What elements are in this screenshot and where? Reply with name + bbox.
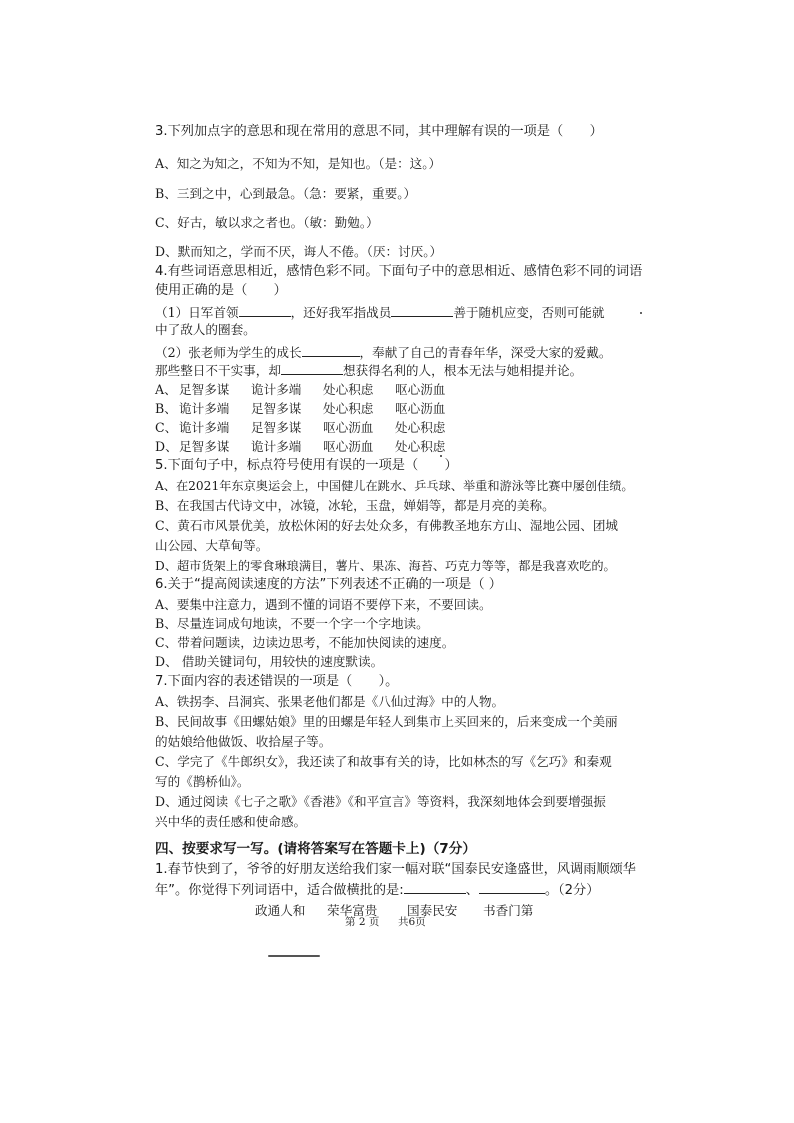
q3-option-d: D、默而知之，学而不厌，诲人不倦。（厌：讨厌。）: [155, 244, 443, 259]
q4-sentence1: [155, 304, 604, 321]
q4-s2-part-a: （2）张老师为学生的成长: [155, 345, 302, 360]
q3-option-c: C、好古，敏以求之者也。（敏：勤勉。）: [155, 215, 379, 230]
q5-option-b: B、在我国古代诗文中，冰镜，冰轮，玉盘，婵娟等，都是月亮的美称。: [155, 498, 555, 513]
q4-sentence2-cont: [155, 362, 582, 379]
q4-option-d: D、足智多谋 诡计多端 呕心沥血 处心积虑: [155, 439, 446, 454]
q4-option-b: B、 诡计多端 足智多谋 处心积虑 呕心沥血: [155, 401, 446, 416]
q7-option-c-line1: C、学完了《牛郎织女》，我还读了和故事有关的诗，比如林杰的写《乞巧》和秦观: [155, 754, 612, 769]
q6-option-b: B、尽量连词成句地读，不要一个字一个字地读。: [155, 616, 429, 631]
q7-option-b-line2: 的姑娘给他做饭、收拾屋子等。: [155, 734, 332, 749]
section4-title: 四、按要求写一写。(请将答案写在答题卡上)（7分）: [155, 841, 476, 857]
section4-q1-line1: 1.春节快到了，爷爷的好朋友送给我们家一幅对联“国泰民安逢盛世，风调雨顺颂华: [155, 862, 636, 877]
q3-option-b: B、三到之中，心到最急。（急：要紧，重要。）: [155, 186, 417, 201]
choice-3: 国泰民安: [407, 903, 458, 918]
blank-1: [239, 304, 291, 317]
q7-option-c-line2: 写的《鹊桥仙》。: [155, 774, 250, 789]
q6-option-c: C、带着问题读，边读边思考，不能加快阅读的速度。: [155, 635, 455, 650]
page-footer: [345, 914, 426, 929]
scan-speck: [640, 312, 642, 314]
blank-3: [302, 344, 360, 357]
choice-4: 书香门第: [483, 903, 534, 918]
q4-option-a: A、 足智多谋 诡计多端 处心积虑 呕心沥血: [155, 382, 446, 397]
q4-s1-part-c: 善于随机应变，否则可能就: [453, 305, 605, 320]
scan-mark: [268, 955, 320, 957]
q7-option-d-line2: 兴中华的责任感和使命感。: [155, 814, 307, 829]
q5-option-d: D、超市货架上的零食琳琅满目，薯片、果冻、海苔、巧克力等等，都是我喜欢吃的。: [155, 559, 616, 573]
section4-q1-line2: 年”。你觉得下列词语中，适合做横批的是: 、 。（2分）: [155, 883, 600, 898]
q6-option-d: D、 借助关键词句，用较快的速度默读。: [155, 654, 384, 669]
scan-speck: [440, 455, 442, 457]
q4-s2-part-d: 想获得名利的人，根本无法与她相提并论。: [342, 363, 583, 378]
q4-s2-part-b: ，奉献了自己的青春年华，深受大家的爱戴。: [359, 345, 612, 360]
q4-stem-line2: 使用正确的是（ ）: [155, 283, 287, 298]
q4-s1-part-a: （1）日军首领: [155, 305, 239, 320]
q6-stem: 6.关于“提高阅读速度的方法”下列表述不正确的一项是（ ）: [155, 577, 502, 592]
q4-stem-line1: 4.有些词语意思相近，感情色彩不同。下面句子中的意思相近、感情色彩不同的词语: [155, 264, 643, 279]
q5-option-a: A、在2021年东京奥运会上，中国健儿在跳水、乒乓球、举重和游泳等比赛中屡创佳绩。: [155, 479, 634, 493]
blank-2: [391, 304, 453, 317]
q7-option-d-line1: D、通过阅读《七子之歌》《香港》《和平宣言》等资料，我深刻地体会到要增强振: [155, 794, 606, 809]
q7-option-b-line1: B、民间故事《田螺姑娘》里的田螺是年轻人到集市上买回来的，后来变成一个美丽: [155, 714, 618, 729]
q4-option-c: C、 诡计多端 足智多谋 呕心沥血 处心积虑: [155, 420, 446, 435]
q4-sentence2: [155, 344, 611, 361]
q4-s1-part-d: 中了敌人的圈套。: [155, 322, 256, 337]
page-total: 共6页: [398, 916, 426, 928]
q3-stem: 3.下列加点字的意思和现在常用的意思不同，其中理解有误的一项是（ ）: [155, 124, 603, 139]
page-number: 第 2 页: [345, 916, 380, 928]
q5-stem: 5.下面句子中，标点符号使用有误的一项是（ ）: [155, 458, 458, 473]
q4-s2-part-c: 那些整日不干实事，却: [155, 363, 281, 378]
blank-4: [281, 362, 343, 375]
q7-stem: 7.下面内容的表述错误的一项是（ ）。: [155, 674, 399, 689]
choice-2: 荣华富贵: [327, 903, 378, 918]
q5-option-c-line1: C、黄石市风景优美，放松休闲的好去处众多，有佛教圣地东方山、湿地公园、团城: [155, 518, 619, 533]
q6-option-a: A、要集中注意力，遇到不懂的词语不要停下来，不要回读。: [155, 597, 492, 612]
answer-blank-2: [479, 881, 545, 894]
q4-s1-part-b: ，还好我军指战员: [290, 305, 392, 320]
answer-blank-1: [404, 881, 466, 894]
q7-option-a: A、铁拐李、吕洞宾、张果老他们都是《八仙过海》中的人物。: [155, 694, 505, 709]
choice-1: 政通人和: [255, 903, 306, 918]
q5-option-c-line2: 山公园、大草甸等。: [155, 538, 269, 553]
q3-option-a: A、知之为知之，不知为不知，是知也。（是：这。）: [155, 156, 442, 171]
